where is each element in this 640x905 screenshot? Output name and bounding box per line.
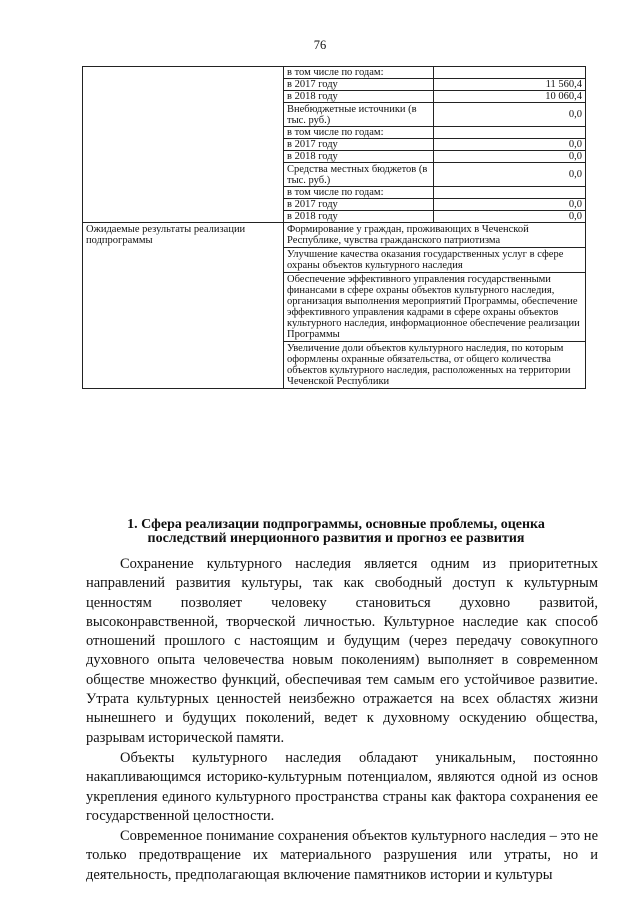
funding-value [434,67,586,79]
subprogram-passport-table [82,66,586,389]
funding-label: в том числе по годам: [284,127,434,139]
funding-label: в 2018 году [284,211,434,223]
funding-label: в 2018 году [284,91,434,103]
expected-results-label: Ожидаемые результаты реализации подпрограммы [83,223,284,389]
paragraph: Современное понимание сохранения объектов культурного наследия – это не только предотвращение их материального разрушения или утраты, но и деятельность, предполагающая включение памятников истории и культуры [86,828,598,883]
funding-value: 11 560,4 [434,79,586,91]
section-body [86,555,598,886]
expected-result-item: Обеспечение эффективного управления государственными финансами в сфере охраны объектов культурного наследия, организация выполнения мероприятий Программы, обеспечение эффективного управления кадрами в сфере охраны объектов культурного наследия, информационное обеспечение реализации Программы [284,273,586,342]
funding-value: 0,0 [434,151,586,163]
funding-value [434,187,586,199]
funding-label: в том числе по годам: [284,187,434,199]
funding-value: 0,0 [434,211,586,223]
paragraph: Сохранение культурного наследия является одним из приоритетных направлений развития культуры, так как свободный доступ к культурным ценностям позволяет человеку становиться духовно развитой, высоконравственной, творческой личностью. Культурное наследие как способ отношений прошлого с настоящим и будущим (через передачу совокупного духовного опыта человечества новым поколениям) выполняет в современном обществе множество функций, обеспечивая тем самым его устойчивое развитие. Утрата культурных ценностей неизбежно отражается на всех областях жизни нынешнего и будущих поколений, ведет к духовному оскудению общества, разрывам исторической памяти. [86,556,598,746]
page-number: 76 [313,38,327,52]
table-row [83,223,586,248]
section-heading: 1. Сфера реализации подпрограммы, основные проблемы, оценка последствий инерционного развития и прогноз ее развития [127,517,545,546]
funding-label: в том числе по годам: [284,67,434,79]
funding-value: 10 060,4 [434,91,586,103]
empty-label-cell [83,67,284,223]
funding-value: 0,0 [434,103,586,127]
table-row [83,67,586,79]
funding-label: Внебюджетные источники (в тыс. руб.) [284,103,434,127]
expected-result-item: Формирование у граждан, проживающих в Чеченской Республике, чувства гражданского патриотизма [284,223,586,248]
funding-label: Средства местных бюджетов (в тыс. руб.) [284,163,434,187]
funding-value: 0,0 [434,199,586,211]
paragraph: Объекты культурного наследия обладают уникальным, постоянно накапливающимся историко-культурным потенциалом, являются одной из основ укрепления единого культурного пространства страны как фактора сохранения ее государственной целостности. [86,749,598,824]
expected-result-item: Увеличение доли объектов культурного наследия, по которым оформлены охранные обязательства, от общего количества объектов культурного наследия, расположенных на территории Чеченской Республики [284,342,586,389]
funding-label: в 2017 году [284,199,434,211]
funding-label: в 2018 году [284,151,434,163]
funding-label: в 2017 году [284,79,434,91]
expected-result-item: Улучшение качества оказания государственных услуг в сфере охраны объектов культурного наследия [284,248,586,273]
funding-value: 0,0 [434,163,586,187]
funding-value [434,127,586,139]
funding-value: 0,0 [434,139,586,151]
funding-label: в 2017 году [284,139,434,151]
